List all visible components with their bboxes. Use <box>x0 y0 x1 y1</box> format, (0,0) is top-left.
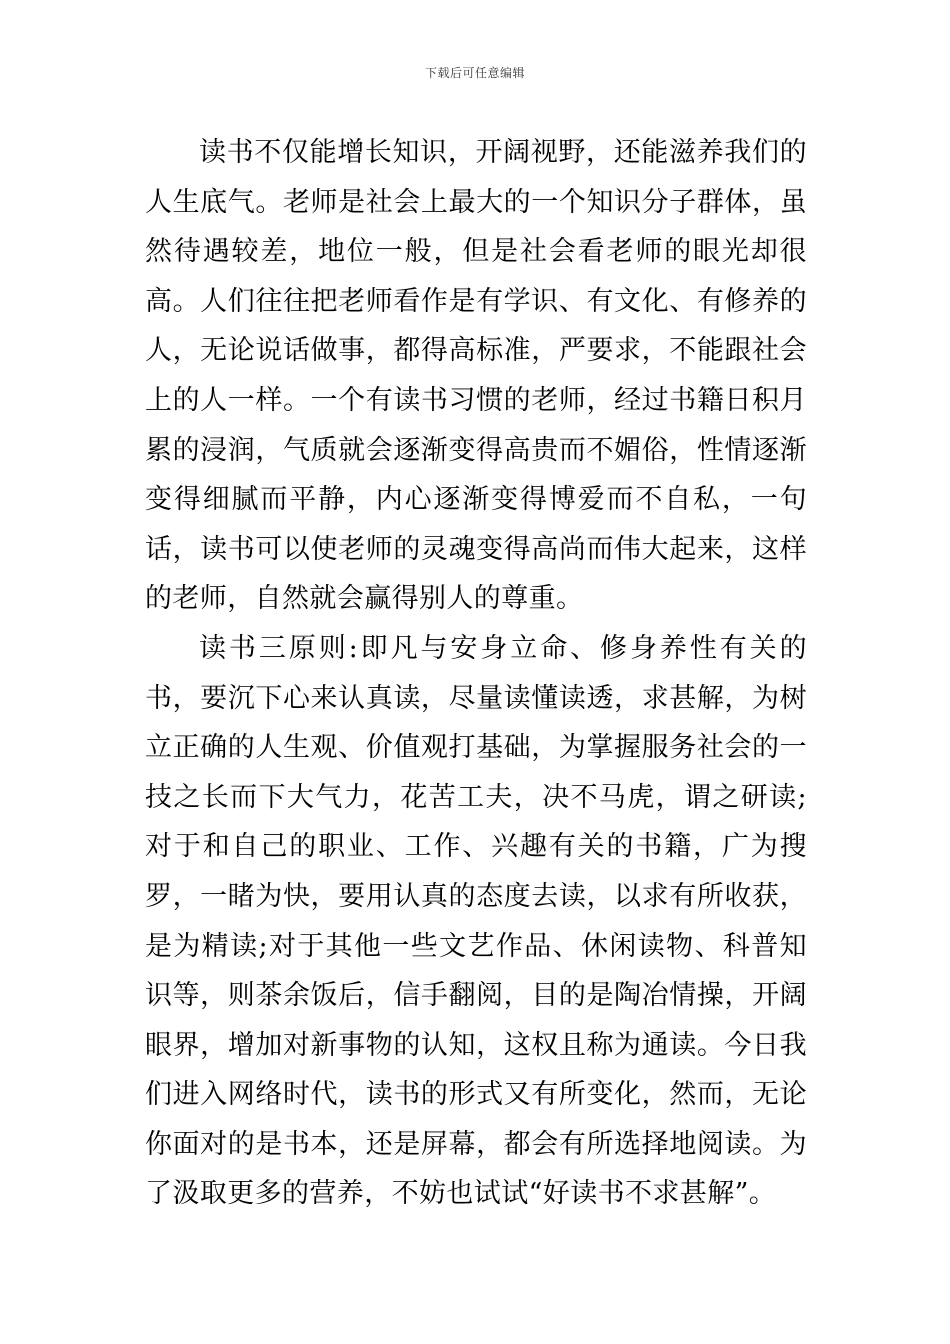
document-body <box>145 128 807 1219</box>
paragraph-2: 读书三原则:即凡与安身立命、修身养性有关的书，要沉下心来认真读，尽量读懂读透，求甚解，为树立正确的人生观、价值观打基础，为掌握服务社会的一技之长而下大气力，花苦工夫，决不马虎，谓之研读;对于和自己的职业、工作、兴趣有关的书籍，广为搜罗，一睹为快，要用认真的态度去读，以求有所收获，是为精读;对于其他一些文艺作品、休闲读物、科普知识等，则茶余饭后，信手翻阅，目的是陶冶情操，开阔眼界，增加对新事物的认知，这权且称为通读。今日我们进入网络时代，读书的形式又有所变化，然而，无论你面对的是书本，还是屏幕，都会有所选择地阅读。为了汲取更多的营养，不妨也试试“好读书不求甚解”。 <box>145 632 807 1210</box>
page-header: 下载后可任意编辑 <box>424 66 525 80</box>
paragraph-1: 读书不仅能增长知识，开阔视野，还能滋养我们的人生底气。老师是社会上最大的一个知识分子群体，虽然待遇较差，地位一般，但是社会看老师的眼光却很高。人们往往把老师看作是有学识、有文化、有修养的人，无论说话做事，都得高标准，严要求，不能跟社会上的人一样。一个有读书习惯的老师，经过书籍日积月累的浸润，气质就会逐渐变得高贵而不媚俗，性情逐渐变得细腻而平静，内心逐渐变得博爱而不自私，一句话，读书可以使老师的灵魂变得高尚而伟大起来，这样的老师，自然就会赢得别人的尊重。 <box>145 137 807 615</box>
